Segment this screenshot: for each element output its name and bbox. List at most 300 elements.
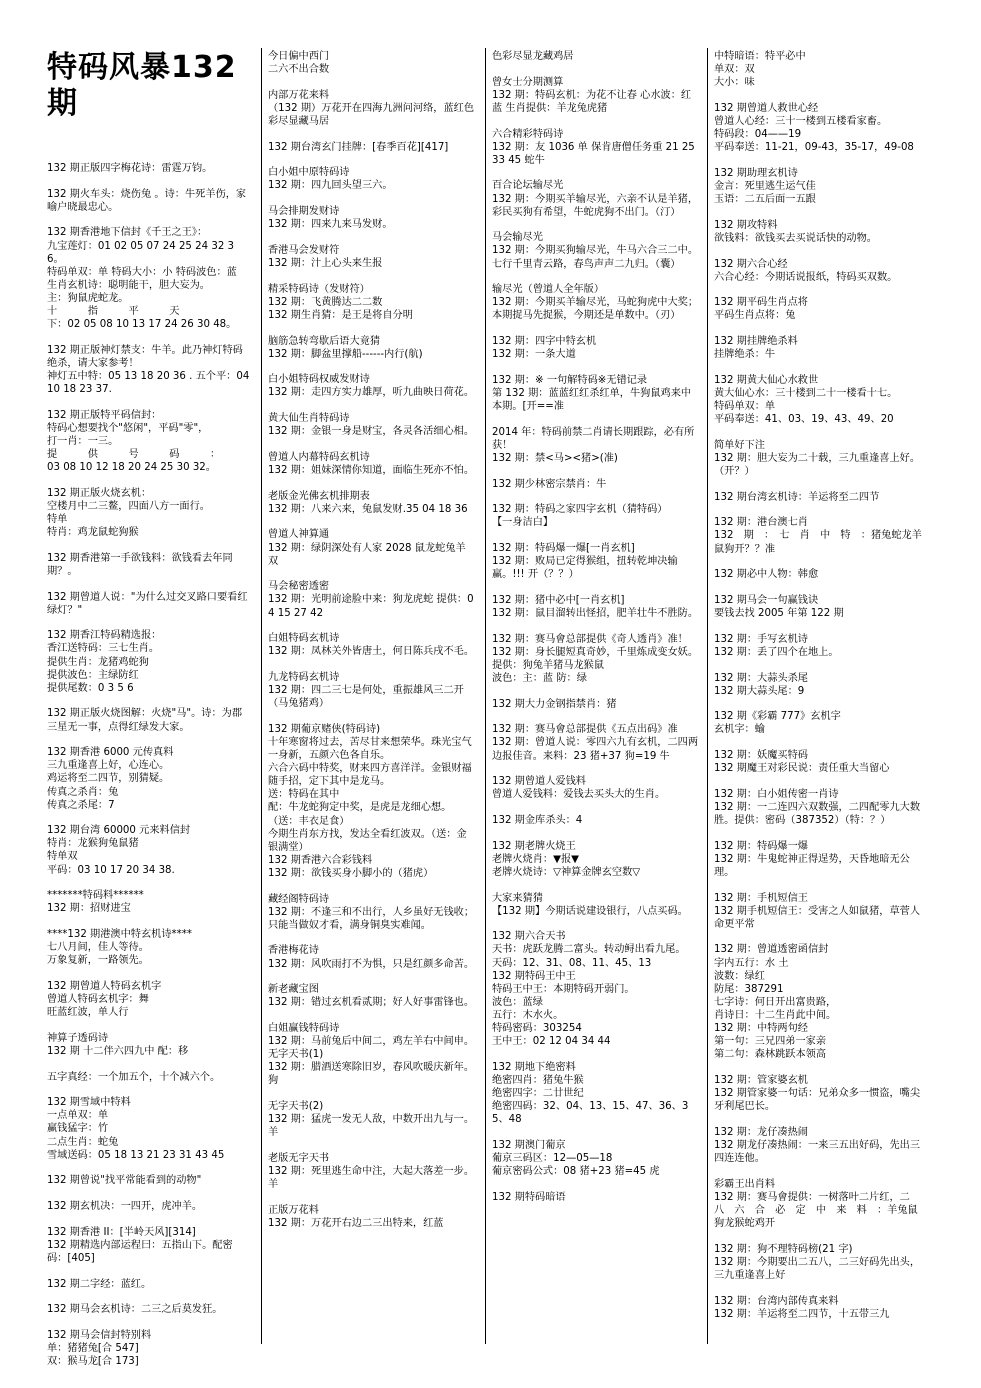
article-block <box>714 439 924 478</box>
article-heading: 132 期曾道人爱钱料 <box>492 776 586 788</box>
article-line: 03 08 10 12 18 20 24 25 30 32。 <box>47 462 216 474</box>
article-line: 平码奉送：41、03、19、43、49、20 <box>714 414 894 426</box>
article-heading: 132 期老牌火烧王 <box>492 840 576 852</box>
article-heading: 132 期马会信封特别料 <box>47 1329 152 1341</box>
article-line: 特码段：04——19 <box>714 129 802 141</box>
article-block <box>47 1200 250 1213</box>
article-line: 提 供 号 码 ： <box>47 449 221 461</box>
article-heading: 132 期：台湾内部传真来料 <box>714 1295 839 1307</box>
article-heading: *******特码料****** <box>47 890 144 902</box>
article-line: 132 期：招财进宝 <box>47 903 131 915</box>
article-heading: 彩霸王出肖料 <box>714 1178 776 1190</box>
article-block <box>47 552 250 578</box>
article-line: 【一身洁白】 <box>492 517 554 529</box>
article-line: 132 期：今期买羊输尽光，六亲不认是羊猪，彩民买狗有希望，牛蛇虎狗不出门。（汀） <box>492 193 699 218</box>
article-line: 平码生肖点将：兔 <box>714 310 796 322</box>
article-block <box>492 542 701 581</box>
article-line: 132 期精选内部运程曰：五指山下。配密码：[405] <box>47 1239 233 1264</box>
article-line: 特单 <box>47 514 68 526</box>
article-line: （132 期）万花开在四海九洲问河络，蓝红色彩尽显藏马居 <box>268 102 475 127</box>
article-heading: 132 期：猪中必中[一肖玄机] <box>492 594 625 606</box>
article-heading: 132 期：赛马會总部提供《奇人透肖》准！ <box>492 633 688 645</box>
article-heading: 色彩尽显龙藏鸡居 <box>492 51 574 62</box>
article-line: 132 期：四九回头望三六。 <box>268 180 393 192</box>
article-heading: 132 期葡京赌侠(特码诗) <box>268 723 381 735</box>
article-heading: 132 期：妖魔买特码 <box>714 750 808 762</box>
article-block <box>714 568 924 581</box>
article-line: 绝密四字：二廿世纪 <box>492 1088 584 1099</box>
article-heading: 132 期香港 II：[半岭天风][314] <box>47 1226 196 1238</box>
article-heading: 132 期金库杀头：4 <box>492 815 583 827</box>
article-heading: 132 期：特码爆一爆[一肖玄机] <box>492 543 635 555</box>
article-block <box>47 707 250 733</box>
article-block <box>47 928 250 967</box>
article-line: 132 期 十二伴六四九中 配：移 <box>47 1045 189 1057</box>
article-line: 字内五行：水 土 <box>714 957 789 969</box>
article-heading: 曾道人内幕特码玄机诗 <box>268 451 370 463</box>
article-block <box>714 892 924 931</box>
article-line: 单：猪猪兔[合 547] <box>47 1343 139 1355</box>
article-line: 132 期：风吹雨打不为惧，只是红颜多命苦。 <box>268 958 475 970</box>
article-block <box>714 1126 924 1165</box>
article-line: 主：狗鼠虎蛇龙。 <box>47 292 129 304</box>
article-line: 132 期管家婆一句话：兄弟众多一惯盗，嘴尖牙利尾巴长。 <box>714 1088 921 1113</box>
article-heading: 132 期澳门葡京 <box>492 1139 566 1151</box>
article-block <box>268 205 476 231</box>
article-heading: 九龙特码玄机诗 <box>268 672 340 683</box>
article-heading: 百合论坛输尽光 <box>492 180 564 192</box>
article-heading: 132 期少林密宗禁肖：牛 <box>492 478 607 490</box>
article-block <box>492 374 701 413</box>
article-block <box>714 840 924 879</box>
article-block <box>492 335 701 361</box>
article-line: 132 期：禁<马><猪>(准) <box>492 452 618 464</box>
article-line: 132 期龙仔凑热闹：一来三五出好码，先出三四连连他。 <box>714 1139 921 1164</box>
article-line: 第二句：森林跳跃本领高 <box>714 1049 827 1061</box>
article-line: 132 期：凤林关外皆唐土，何日陈兵戌不毛。 <box>268 646 475 658</box>
article-line: 132 期：曾道人说：零四六九有玄机，二四两边报佳音。来料：23 猪+37 狗=19 牛 <box>492 737 699 762</box>
article-block <box>268 1204 476 1230</box>
article-block <box>714 491 924 504</box>
article-line: 132 期：中特两句经 <box>714 1023 808 1035</box>
article-block <box>714 50 924 89</box>
article-heading: ****132 期港澳中特玄机诗**** <box>47 929 192 941</box>
article-heading: 132 期曾说"找平常能看到的动物" <box>47 1175 202 1187</box>
article-block <box>492 1061 701 1126</box>
article-block <box>47 1278 250 1291</box>
article-line: 132 期：一二连四六双数强，二四配零九大数胜。提供：密码（387352）（特：？） <box>714 801 921 827</box>
article-line: 万象复新，一路领先。 <box>47 955 149 967</box>
article-line: 王中王：02 12 04 34 44 <box>492 1036 611 1048</box>
article-line: 七八月间，佳人等待。 <box>47 942 149 954</box>
article-block <box>268 1022 480 1087</box>
article-heading: 132 期二字经：蓝红。 <box>47 1278 152 1290</box>
article-heading: 132 期香港 6000 元传真料 <box>47 747 174 759</box>
article-block <box>47 1096 250 1161</box>
article-block <box>492 892 701 918</box>
article-block <box>268 451 476 477</box>
article-heading: 老版无字天书 <box>268 1152 330 1164</box>
article-line: 132 期：脚盆里撑船------内行(航) <box>268 348 423 360</box>
article-line: 132 期：错过玄机看贰期；好人好事雷锋也。 <box>268 997 475 1009</box>
article-block <box>492 594 701 620</box>
article-block <box>492 1139 701 1178</box>
article-block <box>268 1100 476 1139</box>
article-heading: 132 期：曾道透密函信封 <box>714 944 829 956</box>
article-line: 132 期：姐妹深情你知道，面临生死亦不怕。 <box>268 465 475 476</box>
article-heading: 曾道人神算通 <box>268 529 330 541</box>
article-line: 132 期：特码玄机：为花不让春 心水波：红蓝 生肖提供：羊龙兔虎猪 <box>492 89 692 114</box>
article-line: 平码：03 10 17 20 34 38. <box>47 864 175 876</box>
article-block <box>47 824 250 876</box>
article-heading: 正版万花料 <box>268 1204 319 1216</box>
column-3 <box>492 50 701 1340</box>
article-heading: 132 期正版神灯禁支：牛羊。此乃神灯特码绝杀，请大家参考！ <box>47 344 243 369</box>
article-line: 老牌火烧肖：▼报▼ <box>492 853 579 865</box>
article-block <box>47 409 250 474</box>
article-heading: 132 期：管家婆玄机 <box>714 1074 808 1086</box>
article-line: 特肖：鸡龙鼠蛇狗猴 <box>47 527 139 539</box>
article-line: 打一肖：一三。 <box>47 435 119 447</box>
article-heading: 132 期雪域中特料 <box>47 1097 131 1109</box>
article-line: 配：牛龙蛇狗定中奖，是虎是龙细心想。（送：丰衣足食） <box>268 802 452 827</box>
article-heading: 132 期台湾玄机诗：羊运将至二四节 <box>714 491 880 503</box>
article-heading: 内部万花来料 <box>268 89 330 101</box>
article-line: 特码密码：303254 <box>492 1023 582 1035</box>
article-line: 132 期：走四方实力雄厚，听九曲映日荷花。 <box>268 387 475 399</box>
article-line: 132 期生肖猜：是王是将自分明 <box>268 309 413 321</box>
article-line: 132 期：欲钱买身小脚小的（猪虎） <box>268 867 434 879</box>
article-line: 葡京密码公式：08 猪+23 猪=45 虎 <box>492 1166 660 1178</box>
article-line: 玄机字：蝓 <box>714 724 765 736</box>
article-line: 玉语：二五后面一五跟 <box>714 194 816 206</box>
article-line: 葡京三码区：12—05—18 <box>492 1152 613 1164</box>
article-line: 132 期：死里逃生命中注，大起大落差一步。羊 <box>268 1166 475 1191</box>
article-heading: 白姐赢钱特码诗 <box>268 1023 340 1035</box>
article-line: 132 期：绿阴深处有人家 2028 鼠龙蛇兔羊 双 <box>268 542 469 567</box>
article-heading: 132 期马会一句赢钱诀 <box>714 594 819 606</box>
article-block <box>47 1303 250 1316</box>
article-heading: 马会秘密透密 <box>268 581 330 593</box>
article-block <box>714 258 924 284</box>
article-block <box>492 840 701 879</box>
article-heading: 132 期助理玄机诗 <box>714 167 798 179</box>
article-block <box>47 344 253 396</box>
article-heading: 132 期：龙仔凑热闹 <box>714 1126 808 1138</box>
article-line: 特码单双：单 特码大小：小 特码波色：蓝 <box>47 266 237 278</box>
article-line: 下：02 05 08 10 13 17 24 26 30 48。 <box>47 319 237 331</box>
article-line: 提供：狗兔羊猪马龙猴鼠 <box>492 659 605 671</box>
article-block <box>714 296 924 322</box>
article-block <box>47 746 250 811</box>
article-line: 132 期：万花开右边二三出特来，红蓝 <box>268 1217 444 1229</box>
article-line: 雪域送码：05 18 13 21 23 31 43 45 <box>47 1149 225 1161</box>
article-block <box>492 633 701 685</box>
article-block <box>714 516 924 555</box>
article-line: 六合心经：今期话说报纸，特码买双数。 <box>714 271 898 283</box>
article-block <box>268 50 476 76</box>
article-block <box>268 983 476 1009</box>
article-heading: 132 期香港第一手欲钱料：欲钱看去年同期？。 <box>47 552 233 577</box>
article-heading: 精采特码诗（发财符） <box>268 283 370 295</box>
article-heading: 132 期平码生肖点将 <box>714 297 808 309</box>
article-line: 香江送特码：三七生肖。 <box>47 643 160 655</box>
article-heading: 132 期：白小姐传密一肖诗 <box>714 788 839 800</box>
article-line: 赢钱猛字：竹 <box>47 1123 109 1135</box>
article-line: 132 期特码王中王 <box>492 970 576 982</box>
article-line: 提供波色：主绿防红 <box>47 669 139 681</box>
article-line: 大小：味 <box>714 77 755 89</box>
article-block <box>47 1174 250 1187</box>
article-heading: 132 期曾道人救世心经 <box>714 102 819 114</box>
article-heading: 黄大仙生肖特码诗 <box>268 413 350 425</box>
article-line: 第 132 期：蓝蓝红红杀红单，牛狗鼠鸡来中本期。[开==准 <box>492 387 692 413</box>
article-heading: 马会输尽光 <box>492 232 543 244</box>
article-heading: 132 期：狗不理特码榜(21 字) <box>714 1243 853 1255</box>
article-block <box>714 1295 924 1321</box>
article-line: 单双：双 <box>714 64 755 76</box>
article-heading: 132 期马会玄机诗：二三之后莫发狂。 <box>47 1304 223 1316</box>
article-heading: 132 期曾道人说："为什么过交叉路口要看红绿灯？" <box>47 591 248 616</box>
article-line: 金言：死里逃生运气佳 <box>714 180 816 192</box>
column-1 <box>47 50 253 1368</box>
article-line: 双：猴马龙[合 173] <box>47 1356 139 1368</box>
article-line: 132 期：今期买狗输尽光，牛马六合三二中。七行千里青云路，春鸟声声二九归。（囊） <box>492 245 699 270</box>
article-line: 空楼月中二三鳌，四面八方一面行。 <box>47 500 210 512</box>
article-heading: 132 期六合天书 <box>492 931 566 943</box>
article-block <box>268 1152 476 1191</box>
article-heading: 白小姐中原特码诗 <box>268 167 350 179</box>
article-line: 【132 期】今期话说建设银行，八点买码。 <box>492 905 688 917</box>
article-block <box>47 591 250 617</box>
article-block <box>47 487 250 539</box>
article-block <box>268 335 476 361</box>
article-line: 七字诗：何日开出富贵路， <box>714 996 837 1008</box>
article-line: 132 期：友 1036 单 保肯唐僧任务重 21 25 33 45 蛇牛 <box>492 141 699 166</box>
article-heading: 白姐特码玄机诗 <box>268 633 340 645</box>
article-line: 特肖：龙猴狗兔鼠猪 <box>47 838 139 850</box>
article-line: 六合六码中特奖，财来四方喜洋洋。金银财福随手招，定下其中是龙马。 <box>268 763 472 788</box>
article-block <box>47 226 250 331</box>
article-line: 132 期：金银一身是财宝，各灵各活细心相。 <box>268 426 475 438</box>
article-line: 生肖玄机诗：聪明能干，胆大妄为。 <box>47 279 210 291</box>
column-divider <box>707 48 708 1344</box>
article-block <box>492 179 701 218</box>
article-line: 132 期魔王对彩民说：责任重大当留心 <box>714 763 890 775</box>
article-block <box>268 580 476 619</box>
article-heading: 132 期正版火烧图解：火烧"马"。诗：为郡三星无一事，点得红绿发大家。 <box>47 708 243 733</box>
article-heading: 132 期曾道人特码玄机字 <box>47 980 162 992</box>
article-line: 提供生肖：龙猪鸡蛇狗 <box>47 656 149 668</box>
article-line: 肖诗日：十二生肖此中间。 <box>714 1009 837 1021</box>
article-block <box>47 1226 250 1265</box>
article-line: 132 期：赛马會提供：一树落叶二片红，二 八 六 合 必 定 中 来 料 ：羊兔鼠狗龙猴蛇鸡开 <box>714 1191 921 1229</box>
article-block <box>714 1243 924 1282</box>
article-line: 132 期香港六合彩钱料 <box>268 854 373 866</box>
article-block <box>492 930 701 1048</box>
article-line: 二点生肖：蛇兔 <box>47 1136 119 1148</box>
article-heading: 132 期：特码之家四字玄机（猜特码） <box>492 504 668 516</box>
article-block <box>714 219 924 245</box>
article-heading: 132 期地下绝密料 <box>492 1061 576 1073</box>
column-2 <box>268 50 480 1340</box>
article-block <box>492 1191 701 1204</box>
article-line: 132 期大蒜头尾：9 <box>714 685 805 697</box>
article-heading: 132 期正版火烧玄机： <box>47 487 152 499</box>
article-heading: 2014 年：特码前禁二肖请长期跟踪，必有所获！ <box>492 426 695 451</box>
page-title: 特码风暴132 期 <box>47 50 237 121</box>
article-line: 曾道人心经：三十一楼到五楼看家畜。 <box>714 115 888 127</box>
article-block <box>492 76 701 115</box>
article-line: 132 期：四来九来马发财。 <box>268 219 393 231</box>
article-heading: 132 期：手机短信王 <box>714 892 808 904</box>
article-heading: 老版金光佛玄机排期表 <box>268 490 370 502</box>
article-block <box>268 283 476 322</box>
article-block <box>47 1032 250 1058</box>
article-block <box>492 775 701 801</box>
article-line: 绝密四码：32、04、13、15、47、36、35、48 <box>492 1101 689 1126</box>
article-heading: 132 期攻特料 <box>714 219 778 231</box>
article-line: 132 期：飞黄腾达二二数 <box>268 296 383 308</box>
article-block <box>47 980 250 1019</box>
article-heading: 脑筋急转弯歇后语大竟猜 <box>268 335 381 347</box>
article-line: 九宝莲灯：01 02 05 07 24 25 24 32 36。 <box>47 240 235 265</box>
article-line: 波色：蓝绿 <box>492 996 543 1008</box>
article-line: 132 期：牛鬼蛇神正得逞势，天昏地暗无公理。 <box>714 853 910 878</box>
article-heading: 132 期：港台澳七肖 <box>714 517 808 529</box>
article-heading: 132 期：四字中特玄机 <box>492 336 597 348</box>
article-block <box>268 671 476 710</box>
article-line: 二六不出合数 <box>268 64 330 76</box>
column-divider <box>485 48 486 1344</box>
article-heading: 132 期特码暗语 <box>492 1191 566 1203</box>
article-heading: 132 期：大蒜头杀尾 <box>714 672 808 684</box>
article-heading: 132 期黄大仙心水救世 <box>714 374 819 386</box>
article-heading: 132 期大力金钢指禁肖：猪 <box>492 698 617 710</box>
article-block <box>714 943 924 1061</box>
article-heading: 香港梅花诗 <box>268 945 319 957</box>
article-line: 波数：绿红 <box>714 970 765 982</box>
article-line: 传真之杀尾：7 <box>47 799 115 811</box>
article-heading: 白小姐特码权威发财诗 <box>268 374 370 386</box>
article-block <box>492 723 701 762</box>
article-block <box>268 893 476 932</box>
article-line: 132 期：败局已定得猴组，扭转乾坤决输赢。!!! 开（？？） <box>492 556 678 581</box>
article-line: 防尾：387291 <box>714 983 784 995</box>
article-line: 132 期：腊酒送寒除旧岁，春风吹暖庆新年。 狗 <box>268 1062 480 1087</box>
article-heading: 132 期香港地下信封《千王之王》： <box>47 227 208 239</box>
article-block <box>714 749 924 775</box>
article-line: 特码单双：单 <box>714 401 776 413</box>
article-heading: 五字真经：一个加五个，十个减六个。 <box>47 1071 221 1083</box>
article-line: 无字天书(1) <box>268 1049 324 1061</box>
article-heading: 132 期：特码爆一爆 <box>714 840 808 852</box>
article-heading: 曾女士分期测算 <box>492 76 564 88</box>
article-block <box>714 1074 924 1113</box>
article-block <box>492 426 701 465</box>
article-block <box>492 814 701 827</box>
article-heading: 132 期台湾玄门挂牌：[春季百花][417] <box>268 141 449 153</box>
article-block <box>268 528 476 567</box>
article-line: 曾道人爱钱料：爱钱去买头大的生肖。 <box>492 789 666 801</box>
column-4 <box>714 50 924 1340</box>
article-heading: 藏经阁特码诗 <box>268 893 330 905</box>
article-block <box>47 889 250 915</box>
article-block <box>714 633 924 659</box>
article-block <box>492 478 701 491</box>
article-block <box>714 1178 924 1230</box>
article-block <box>268 412 476 438</box>
article-block <box>492 698 701 711</box>
article-heading: 香港马会发财符 <box>268 244 340 256</box>
article-heading: 132 期正版四字梅花诗：雷霆万钧。 <box>47 163 213 174</box>
article-block <box>714 167 924 206</box>
article-heading: 132 期玄机决：一四开，虎冲羊。 <box>47 1201 203 1212</box>
article-heading: 简单好下注 <box>714 439 765 451</box>
article-heading: 今日偏中西门 <box>268 51 330 62</box>
article-block <box>268 244 476 270</box>
article-line: 波色：主：蓝 防：绿 <box>492 673 587 684</box>
article-line: 十 指 平 天 <box>47 306 180 318</box>
article-block <box>492 231 701 270</box>
article-block <box>714 335 924 361</box>
article-heading: 132 期台湾 60000 元来料信封 <box>47 825 191 837</box>
article-line: 132 期 ： 七 肖 中 特 ：猪兔蛇龙羊鼠狗开？？准 <box>714 530 922 555</box>
article-block <box>47 162 250 175</box>
article-block <box>492 283 701 322</box>
article-line: 传真之杀肖：兔 <box>47 786 119 798</box>
article-heading: 132 期香江特码精选报： <box>47 630 162 642</box>
article-line: 一点单双：单 <box>47 1110 109 1122</box>
article-heading: 132 期：赛马會总部提供《五点出码》准 <box>492 724 678 736</box>
article-heading: 六合精彩特码诗 <box>492 128 564 140</box>
article-line: 旺蓝红波，单人行 <box>47 1007 129 1019</box>
article-line: 三九重逢喜上好，心连心。 <box>47 760 170 772</box>
article-block <box>268 166 476 192</box>
article-line: 绝密四肖：猪兔牛猴 <box>492 1074 584 1086</box>
article-block <box>492 128 701 167</box>
article-heading: 132 期：※ 一句解特码※无错记录 <box>492 374 648 386</box>
article-line: 132 期：鼠目溜转出怪招，肥羊壮牛不胜防。 <box>492 608 699 620</box>
article-line: 要钱去找 2005 年第 122 期 <box>714 608 844 620</box>
article-line: 132 期：羊运将至二四节，十五带三九 <box>714 1308 890 1320</box>
article-line: 平码奉送：11-21，09-43，35-17，49-08 <box>714 142 914 154</box>
article-heading: 132 期：手写玄机诗 <box>714 633 808 645</box>
article-heading: 132 期六合心经 <box>714 258 788 270</box>
article-line: 特码心想要找个"悠闲"，平码"零"， <box>47 422 209 434</box>
article-block <box>714 710 924 736</box>
article-heading: 输尽光（曾道人全年版） <box>492 284 605 296</box>
article-line: 老牌火烧诗：▽神算金牌玄空数▽ <box>492 866 641 878</box>
article-block <box>268 632 476 658</box>
article-block <box>492 50 701 63</box>
article-line: 黄大仙心水：三十楼到二十一楼看十七。 <box>714 387 898 399</box>
article-line: 132 期：今期要出二五八，二三好码先出头，三九重逢喜上好 <box>714 1256 921 1281</box>
article-block <box>268 490 476 516</box>
article-line: 132 期：胆大妄为二十载，三九重逢喜上好。（开？） <box>714 452 921 477</box>
article-line: 132 期：今期买羊输尽光，马蛇狗虎中大奖；本期捉马先捉猴，今期还是单数中。（刃） <box>492 297 699 322</box>
article-heading: 新老藏宝图 <box>268 984 319 996</box>
article-block <box>268 141 476 154</box>
article-line: 提供尾数：0 3 5 6 <box>47 682 134 694</box>
article-line: 曾道人特码玄机字：舞 <box>47 994 149 1005</box>
article-heading: 无字天书(2) <box>268 1101 324 1113</box>
article-line: 132 期：汁上心头来生报 <box>268 258 383 269</box>
article-heading: 大家来猜猜 <box>492 892 543 904</box>
article-heading: 马会排期发财诗 <box>268 206 340 218</box>
article-line: 挂牌绝杀：牛 <box>714 349 776 361</box>
article-block <box>268 373 476 399</box>
